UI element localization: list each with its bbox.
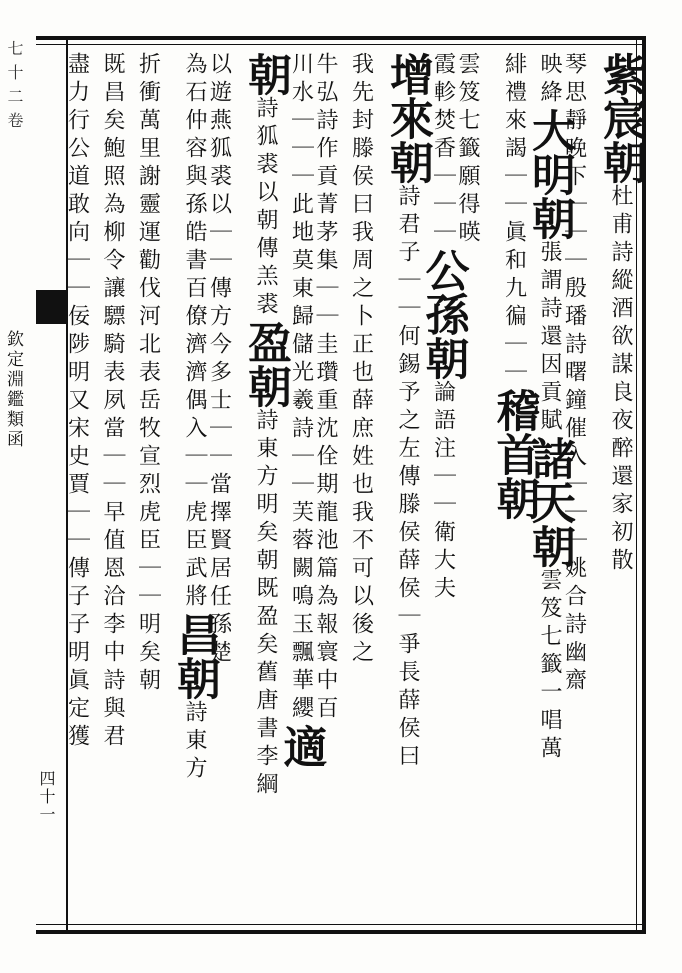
- text-column: [101, 52, 123, 752]
- headword: 朝: [240, 52, 291, 96]
- annotation-text: 牛弘詩作貢菁茅集｜｜圭瓚重沈佺期龍池篇為報寰中百: [313, 52, 338, 724]
- sidebar-top-marks: 七十二卷: [5, 40, 24, 136]
- annotation-text: 詩狐裘以朝傳羔裘: [253, 96, 278, 320]
- text-column: [488, 52, 540, 520]
- frame-top-inner-rule: [36, 44, 646, 45]
- text-column: [350, 52, 372, 668]
- annotation-text: 映絳: [537, 52, 562, 108]
- annotation-text: 琴思靜晚下｜｜｜殷璠詩曙鐘催入｜｜｜姚合詩幽齋: [561, 52, 587, 696]
- headword: 諸天朝: [524, 436, 575, 568]
- annotation-text: 張謂詩還因貢賦: [537, 240, 562, 436]
- headword: 適: [275, 724, 327, 768]
- annotation-text: 盡力行公道敢向｜｜佞陟明又宋史賈｜｜傳子子明眞定獲: [64, 52, 90, 752]
- folio-number: 四十一: [37, 770, 56, 824]
- frame-bottom-inner-rule: [36, 924, 646, 925]
- headword: 增來朝: [382, 52, 433, 184]
- book-title: 欽定淵鑑類函: [3, 330, 23, 450]
- annotation-text: 折衝萬里謝靈運勸伐河北表岳牧宣烈虎臣｜｜明矣朝: [135, 52, 161, 696]
- annotation-text: 禮來謁｜｜: [501, 80, 527, 220]
- text-column: [382, 52, 433, 772]
- annotation-text: 杜甫詩縱酒欲謀良夜醉還家初散: [608, 184, 633, 576]
- annotation-text: 霞軫焚香｜｜｜: [430, 52, 456, 248]
- annotation-text: 詩東方: [182, 700, 207, 784]
- headword: 紫宸朝: [595, 52, 646, 184]
- annotation-text: 以遊燕狐裘以｜｜: [206, 52, 232, 276]
- annotation-text: 既昌矣鮑照為柳令讓驃騎表夙當｜｜早值恩洽李中詩與君: [100, 52, 125, 752]
- headword: 稽首朝: [488, 388, 540, 520]
- text-column: [137, 52, 159, 696]
- headword: 盈朝: [240, 320, 291, 408]
- headword: 公孫朝: [417, 248, 469, 380]
- annotation-text: 詩君子｜｜何錫予之左傳滕侯薛侯｜爭長薛侯曰: [395, 184, 420, 772]
- annotation-text: 傳方今多士｜｜當擇賢居任孫楚: [206, 276, 232, 668]
- annotation-text: 詩東方明矣朝既盈矣舊唐書李綱: [253, 408, 278, 800]
- annotation-text: 川水｜｜｜此地莫東歸儲光羲詩｜｜芙蓉闕鳴玉飄華纓: [288, 52, 314, 724]
- annotation-text: 論語注｜｜衛大夫: [430, 380, 456, 604]
- headword: 大明朝: [524, 108, 575, 240]
- annotation-text: 眞和九徧｜｜: [501, 220, 527, 388]
- frame-top-rule: [36, 36, 646, 40]
- fish-tail-mark: [36, 290, 66, 324]
- annotation-text: 緋: [501, 52, 527, 80]
- text-column: [66, 52, 88, 752]
- annotation-text: 我先封滕侯曰我周之卜正也薛庶姓也我不可以後之: [348, 52, 374, 668]
- annotation-text: 雲笈七籤一唱萬: [537, 568, 562, 764]
- headword: 昌朝: [169, 612, 220, 700]
- frame-bottom-rule: [36, 930, 646, 934]
- text-column: [240, 52, 291, 800]
- annotation-text: 為石仲容與孫皓書百僚濟濟偶入｜｜虎臣武將: [182, 52, 207, 612]
- text-column: [595, 52, 646, 576]
- annotation-text: 雲笈七籤願得暎: [455, 52, 480, 248]
